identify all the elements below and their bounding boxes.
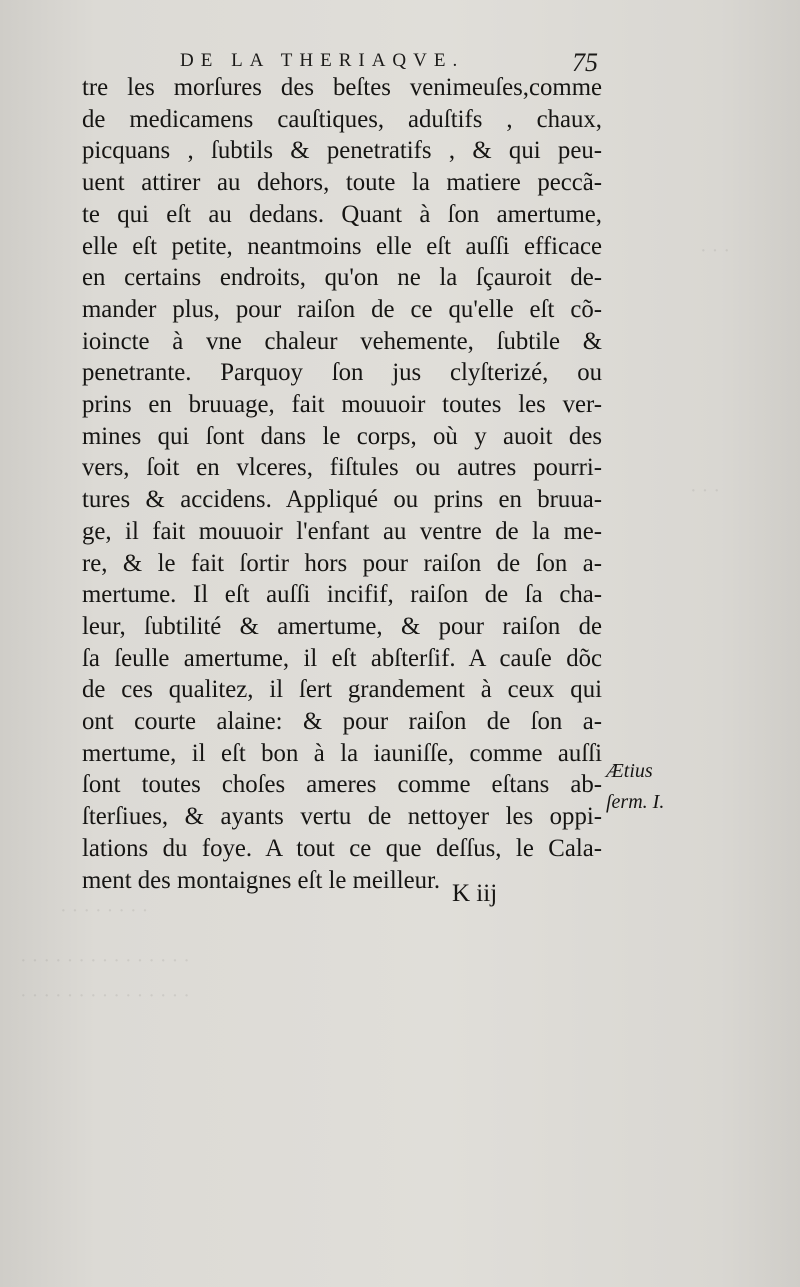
body-text: [82, 72, 602, 896]
text-line: penetrante. Parquoy ſon jus clyſterizé, ou: [82, 359, 602, 387]
text-line: ont courte alaine: & pour raiſon de ſon a-: [82, 708, 602, 736]
text-line: vers, ſoit en vlceres, fiſtules ou autres pourri-: [82, 454, 602, 482]
text-line: en certains endroits, qu'on ne la ſçauroit de-: [82, 264, 602, 292]
margin-note-line: ſerm. I.: [606, 791, 665, 813]
text-line: elle eſt petite, neantmoins elle eſt auſſi efficace: [82, 232, 602, 260]
text-line: ment des montaignes eſt le meilleur.: [82, 866, 441, 894]
text-line: mines qui ſont dans le corps, où y auoit des: [82, 422, 602, 450]
text-line: picquans , ſubtils & penetratifs , & qui peu-: [82, 137, 602, 165]
text-line: te qui eſt au dedans. Quant à ſon amertume,: [82, 200, 602, 228]
text-line: lations du foye. A tout ce que deſſus, le Cala-: [82, 834, 602, 862]
text-line: de ces qualitez, il ſert grandement à ceux qui: [82, 676, 602, 704]
text-line: mander plus, pour raiſon de ce qu'elle eſt cõ-: [82, 295, 602, 323]
text-line: ioincte à vne chaleur vehemente, ſubtile &: [82, 327, 602, 355]
signature-mark: K iij: [452, 880, 498, 907]
text-line: tures & accidens. Appliqué ou prins en bruua-: [82, 486, 602, 514]
show-through-bleed: · · · · · · · · · · · · · · · · · · · · · · · · · · · · · · · · · · · · · · · · · · · ·: [20, 240, 730, 1007]
text-line: ſont toutes choſes ameres comme eſtans ab-: [82, 771, 602, 799]
text-line: ſa ſeulle amertume, il eſt abſterſif. A cauſe dõc: [82, 644, 602, 672]
text-line: re, & le fait ſortir hors pour raiſon de ſon a-: [82, 549, 602, 577]
margin-note-line: Ætius: [606, 760, 653, 782]
text-line: leur, ſubtilité & amertume, & pour raiſon de: [82, 612, 602, 640]
text-line: ſterſiues, & ayants vertu de nettoyer les oppi-: [82, 803, 602, 831]
text-line: mertume, il eſt bon à la iauniſſe, comme auſſi: [82, 739, 602, 767]
text-line: mertume. Il eſt auſſi incifif, raiſon de ſa cha-: [82, 581, 602, 609]
text-line: ge, il fait mouuoir l'enfant au ventre de la me-: [82, 517, 602, 545]
page-number: 75: [572, 48, 598, 77]
running-title: DE LA THERIAQVE.: [180, 50, 465, 71]
text-line: uent attirer au dehors, toute la matiere peccã-: [82, 169, 602, 197]
text-line: tre les morſures des beſtes venimeuſes,comme: [82, 74, 602, 101]
text-line: de medicamens cauſtiques, aduſtifs , chaux,: [82, 105, 602, 133]
text-line: prins en bruuage, fait mouuoir toutes les ver-: [82, 391, 602, 419]
margin-note: [606, 756, 716, 818]
